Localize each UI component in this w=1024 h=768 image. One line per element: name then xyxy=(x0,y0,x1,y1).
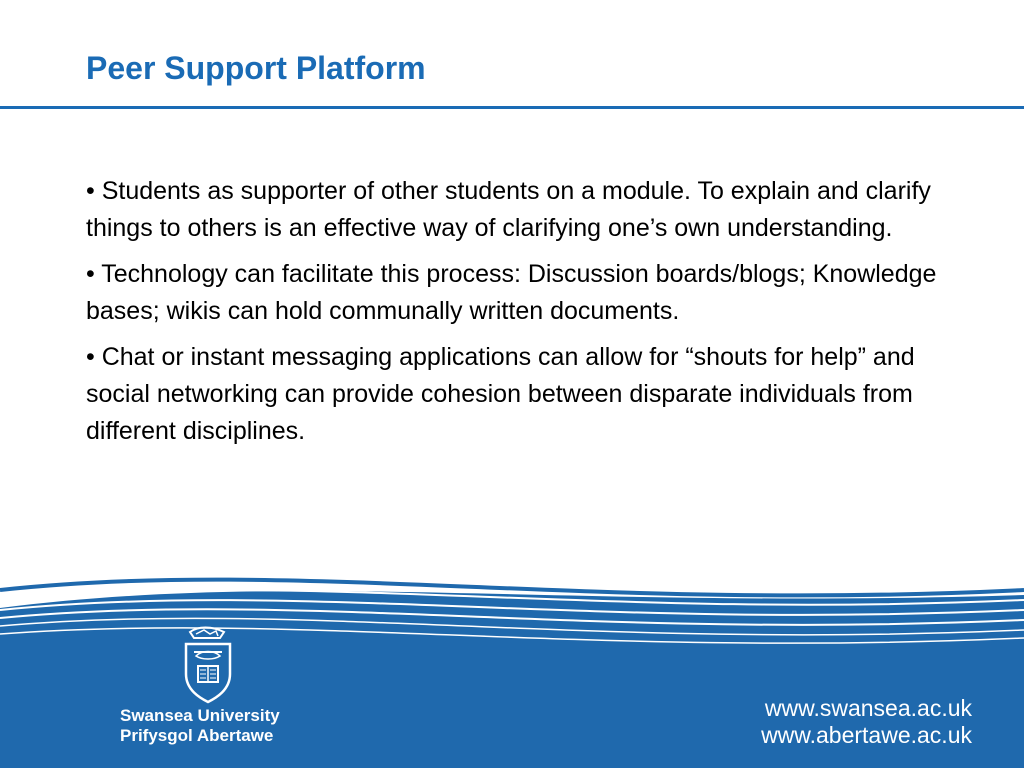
website-links xyxy=(761,695,972,749)
bullet-item: • Students as supporter of other students on a module. To explain and clarify things to others is an effective way of clarifying one’s own understanding. xyxy=(86,177,931,242)
bullet-item: • Chat or instant messaging applications can allow for “shouts for help” and social networking can provide cohesion between disparate individuals from different disciplines. xyxy=(86,343,915,445)
university-name xyxy=(120,706,280,746)
slide-title: Peer Support Platform xyxy=(86,50,426,86)
swansea-university-crest-icon xyxy=(176,626,240,706)
university-name-welsh: Prifysgol Abertawe xyxy=(120,726,274,745)
website-link-welsh[interactable]: www.abertawe.ac.uk xyxy=(761,722,972,748)
university-name-english: Swansea University xyxy=(120,706,280,725)
title-divider xyxy=(0,106,1024,109)
slide-body xyxy=(86,173,964,459)
website-link-english[interactable]: www.swansea.ac.uk xyxy=(764,695,972,721)
bullet-item: • Technology can facilitate this process: Discussion boards/blogs; Knowledge bases; wikis can hold communally written documents. xyxy=(86,260,937,325)
